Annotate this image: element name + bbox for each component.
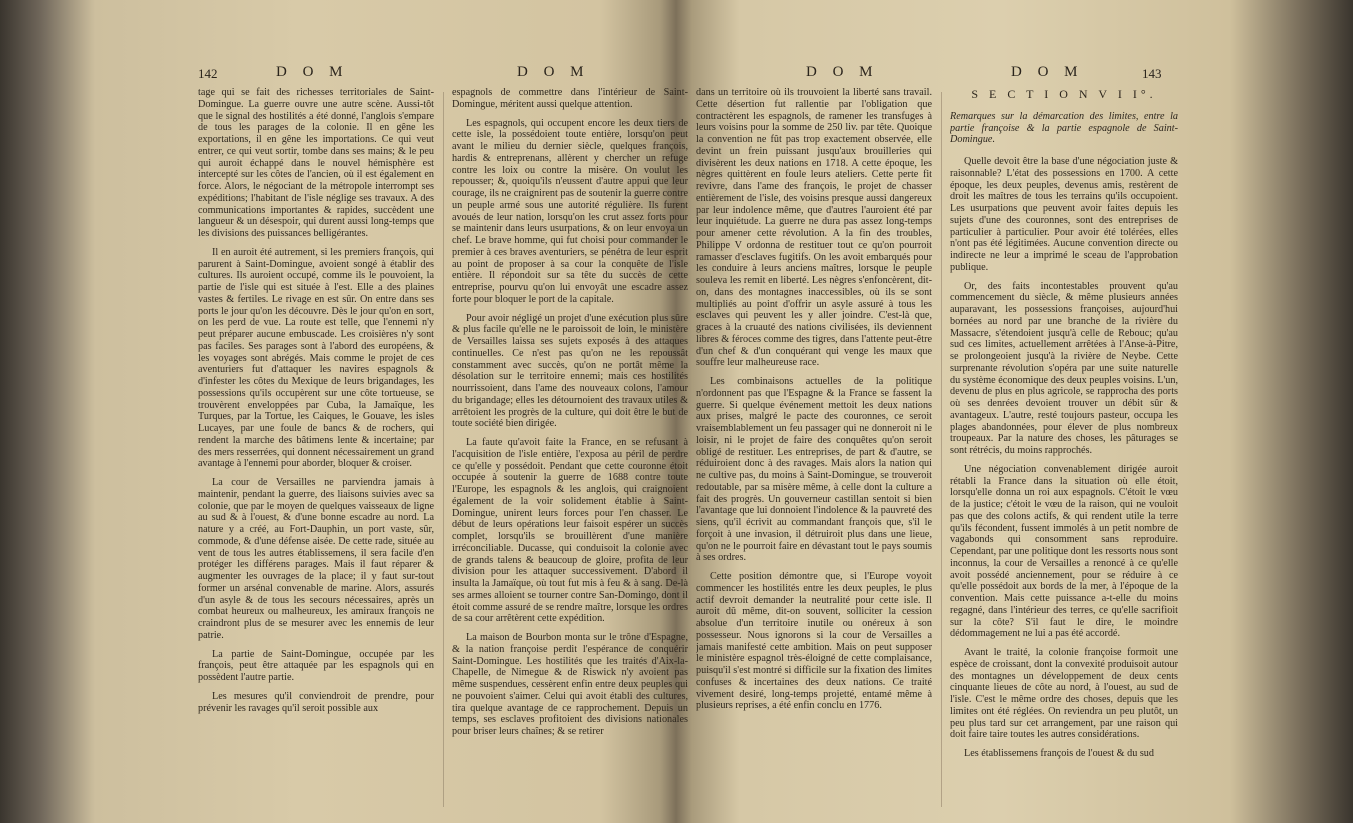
page-number-left: 142 — [198, 66, 218, 81]
paragraph: espagnols de commettre dans l'intérieur de Saint-Domingue, méritent aussi quelque attention. — [452, 87, 688, 110]
right-page — [676, 0, 1276, 823]
section-remark: Remarques sur la démarcation des limites, entre la partie françoise & la partie espagnole de Saint-Domingue. — [950, 110, 1178, 146]
column-divider — [443, 92, 444, 807]
section-heading: S E C T I O N V I I°. — [971, 87, 1157, 101]
running-head-right-2: D O M — [1011, 64, 1084, 80]
paragraph: Il en auroit été autrement, si les premiers françois, qui parurent à Saint-Domingue, avoient songé à établir des cultures. Ils auroient occupé, comme ils le pouvoient, la partie de l'isle qui est située à l'est. Elle a des plaines vastes & fertiles. Le rivage en est sûr. On entre dans ses ports le jour qu'on les découvre. Dès le jour qu'on en sort, on les perd de vue. La route est telle, que l'ennemi n'y peut préparer aucune embuscade. Les croisières n'y sont pas faciles. Ses parages sont à l'abord des européens, & les voyages sont abrégés. Mais comme le projet de ces aventuriers fut d'attaquer les navires espagnols & d'infester les côtes du Mexique de leurs brigandages, les possessions qu'ils occupèrent sur une côte tortueuse, se trouvèrent enveloppées par Cuba, la Jamaïque, les Turques, par la Tortue, les Caiques, le Gouave, les isles Lucayes, par une foule de bancs & de rochers, qui rendent la marche des bâtimens lente & incertaine; par des mers resserrées, qui donnent nécessairement un grand avantage à l'ennemi pour aborder, bloquer & croiser. — [198, 246, 434, 470]
right-page-column-2 — [950, 87, 1178, 809]
paragraph: Une négociation convenablement dirigée auroit rétabli la France dans la situation où elle étoit, lorsqu'elle donna un roi aux espagnols. C'étoit le vœu de la justice; c'étoit le vœu de la raison, qui ne vouloit pas que des colons actifs, & qui rendent utile la terre qu'ils fécondent, fussent immolés à un petit nombre de vagabonds qui consomment sans reproduire. Cependant, par une politique dont les ressorts nous sont inconnus, la cour de Versailles a renoncé à ce qu'elle avoit possédé anciennement, pour se réduire à ce qu'elle possédoit aux bords de la mer, à l'époque de la convention. Mais cette puissance a-t-elle du moins regagné, dans l'intérieur des terres, ce qu'elle sacrifioit sur la côte? S'il faut le dire, le moindre dédommagement ne lui a pas été accordé. — [950, 463, 1178, 640]
left-page-column-1 — [198, 87, 434, 809]
left-page-column-2 — [452, 87, 688, 809]
paragraph: Avant le traité, la colonie françoise formoit une espèce de croissant, dont la convexité produisoit autour des montagnes un développement de deux cents cinquante lieues de côte au nord, à l'ouest, au sud de l'isle. C'est le même ordre des choses, depuis que les limites ont été réglées. On reviendra un peu plutôt, un peu plus tard sur cet arrangement, par une raison qui doit faire taire toutes les autres considérations. — [950, 647, 1178, 741]
running-head-left-2: D O M — [517, 64, 590, 80]
running-head-right-1: D O M — [806, 64, 879, 80]
paragraph: Les établissemens françois de l'ouest & du sud — [964, 748, 1154, 759]
paragraph: dans un territoire où ils trouvoient la liberté sans travail. Cette désertion fut rallentie par l'obligation que contractèrent les espagnols, de ramener les transfuges à leurs voisins pour la somme de 250 liv. par tête. Quoique la convention ne fût pas trop exactement observée, elle devint un frein puissant jusqu'aux brouilleries qui divisèrent les deux nations en 1718. A cette époque, les nègres quittèrent en foule leurs ateliers. Cette perte fit revivre, dans l'ame des françois, le projet de chasser entièrement de l'isle, des voisins presque aussi dangereux par leur indolence même, que d'autres l'auroient été par leur inquiétude. La guerre ne dura pas assez long-temps pour amener cette révolution. A la fin des troubles, Philippe V ordonna de restituer tout ce qu'on pourroit ramasser d'esclaves fugitifs. On les avoit embarqués pour les conduire à leurs anciens maîtres, lorsque le peuple souleva les remit en liberté. Les nègres s'enfoncèrent, dit-on, dans des montagnes inaccessibles, où ils se sont multipliés au point d'offrir un asyle assuré à tous les esclaves qui peuvent les y aller joindre. C'est-là que, graces à la cruauté des nations civilisées, ils deviennent libres & féroces comme des tigres, dans l'attente peut-être d'un chef & d'un conquérant qui venge les maux que souffre leur malheureuse race. — [696, 87, 932, 369]
page-number-right: 143 — [1142, 66, 1162, 81]
column-divider — [941, 92, 942, 807]
paragraph: La cour de Versailles ne parviendra jamais à maintenir, pendant la guerre, des liaisons suivies avec sa colonie, que par le moyen de quelques vaisseaux de ligne au sud & à l'ouest, & d'une bonne escadre au nord. La nature y a créé, au Fort-Dauphin, un port vaste, sûr, commode, & d'une défense aisée. De cette rade, située au vent de tous les autres établissemens, il sera facile d'en protéger les différens parages. Mais il faut réparer & augmenter les ouvrages de la place; il y faut sur-tout former un arsénal convenable de marine. Alors, assurés d'un asyle & de tous les secours nécessaires, après un combat heureux ou malheureux, les amiraux françois ne craindront plus de se mesurer avec les ennemis de leur patrie. — [198, 477, 434, 641]
paragraph: Les combinaisons actuelles de la politique n'ordonnent pas que l'Espagne & la France se fassent la guerre. Si quelque événement mettoit les deux nations aux prises, malgré le pacte des couronnes, ce seroit vraisemblablement un feu passager qui ne donneroit ni le loisir, ni le projet de faire des conquêtes qu'on seroit obligé de restituer. Les entreprises, de part & d'autre, se réduiroient donc à des ravages. Mais alors la nation qui ne cultive pas, du moins à Saint-Domingue, se trouveroit redoutable, par sa misère même, à celle dont la culture a fait des progrès. Un gouverneur castillan sentoit si bien l'avantage que lui donnoient l'indolence & la pauvreté des siens, qu'il écrivit au commandant françois que, s'il le forçoit à une invasion, il détruiroit plus dans une lieue, qu'on ne le pourroit faire en dévastant tout le pays soumis à ses ordres. — [696, 376, 932, 564]
paragraph: Pour avoir négligé un projet d'une exécution plus sûre & plus facile qu'elle ne le paroissoit de loin, le ministère de Versailles laissa ses sujets exposés à des attaques continuelles. Ce n'est pas qu'on ne les repoussât constamment avec succès, qu'on ne portât même la désolation sur le territoire ennemi; mais ces hostilités nourrissoient, dans l'ame des nouveaux colons, l'amour du brigandage; elles les détournoient des travaux utiles & arrêtoient les progrès de la culture, qui doit être le but de toute société bien dirigée. — [452, 312, 688, 430]
right-page-column-1 — [696, 87, 932, 809]
paragraph: La maison de Bourbon monta sur le trône d'Espagne, & la nation françoise perdit l'espérance de conquérir Saint-Domingue. Les hostilités que les traités d'Aix-la-Chapelle, de Nimegue & de Riswick n'y avoient pas même suspendues, cessèrent enfin entre deux peuples qui ne pouvoient s'aimer. Celui qui avoit établi des cultures, tira quelque avantage de ce rapprochement. Depuis un temps, ses esclaves profitoient des divisions nationales pour briser leurs chaînes; & se retirer — [452, 632, 688, 737]
paragraph: Les espagnols, qui occupent encore les deux tiers de cette isle, la possédoient toute entière, lorsqu'on peut avant le milieu du dernier siècle, quelques françois, hardis & entreprenans, allèrent y chercher un refuge contre les loix ou contre la misère. On voulut les repousser; &, quoiqu'ils n'eussent d'autre appui que leur courage, ils ne craignirent pas de soutenir la guerre contre un peuple armé sous une autorité régulière. Ils furent avoués de leur nation, lorsqu'on les crut assez forts pour se maintenir dans leurs usurpations, & on leur envoya un chef. Le brave homme, qui fut choisi pour commander le premier à ces braves aventuriers, se pénétra de leur esprit au point de proposer à sa cour la conquête de l'isle entière. Il répondoit sur sa tête du succès de cette entreprise, pourvu qu'on lui envoyât une escadre assez forte pour bloquer le port de la capitale. — [452, 117, 688, 305]
left-page — [80, 0, 688, 823]
paragraph: Les mesures qu'il conviendroit de prendre, pour prévenir les ravages qu'il seroit possible aux — [198, 690, 434, 714]
paragraph: tage qui se fait des richesses territoriales de Saint-Domingue. La guerre ouvre une autre scène. Aussi-tôt que le signal des hostilités a été donné, l'anglois s'empare de tous les parages de la colonie. Il en gêne les exportations, il en gêne les importations. Ce qui veut entrer, ce qui veut sortir, tombe dans ses mains; & le peu qui auroit échappé dans le nouvel hémisphère est intercepté sur les côtes de l'ancien, où il est également en force. Alors, le négociant de la métropole interrompt ses expéditions; l'habitant de l'isle néglige ses travaux. A des communications importantes & rapides, succèdent une langueur & un désespoir, qui durent aussi long-temps que les divisions des puissances belligérantes. — [198, 87, 434, 239]
paragraph: Or, des faits incontestables prouvent qu'au commencement du siècle, & même plusieurs années auparavant, les possessions françoises, aujourd'hui bornées au nord par une branche de la rivière du Massacre, s'étendoient jusqu'à celle de Rebouc; qu'au sud ces limites, actuellement arrêtées à l'Anse-à-Pitre, se prolongeoient jusqu'à la rivière de Neybe. Cette surprenante révolution s'opéra par une suite naturelle du système économique des deux peuples voisins. L'un, devenu de plus en plus agricole, se rapprocha des ports où ses denrées devoient trouver un débit sûr & avantageux. L'autre, resté toujours pasteur, occupa les plages abandonnées, pour élever de plus nombreux troupeaux. Par la nature des choses, les pâturages se sont rétrécis, du moins rapprochés. — [950, 280, 1178, 456]
paragraph: Cette position démontre que, si l'Europe voyoit commencer les hostilités entre les deux peuples, le plus actif devroit demander la neutralité pour cette isle. Il auroit dû même, dit-on souvent, solliciter la cession absolue d'un territoire inutile ou onéreux à son possesseur. Nous ignorons si la cour de Versailles a jamais manifesté cette ambition. Mais on peut supposer le ministère espagnol très-éloigné de cette complaisance, puisqu'il s'est montré si difficile sur la fixation des limites confuses & incertaines des deux nations. Ce traité vivement desiré, long-temps projetté, entamé même à plusieurs reprises, a été enfin conclu en 1776. — [696, 571, 932, 712]
paragraph: Quelle devoit être la base d'une négociation juste & raisonnable? L'état des possessions en 1700. A cette époque, les deux peuples, devenus amis, restèrent de droit les maîtres de tous les terrains qu'ils occupoient. Les usurpations que peuvent avoir faites depuis les sujets d'une des couronnes, sont des entreprises de particulier à particulier. Pour avoir été tolérées, elles n'ont pas été légitimées. Aucune convention directe ou indirecte ne leur a imprimé le sceau de l'approbation publique. — [950, 156, 1178, 273]
paragraph: La partie de Saint-Domingue, occupée par les françois, peut être attaquée par les espagnols qui en possèdent l'autre partie. — [198, 648, 434, 683]
paragraph: La faute qu'avoit faite la France, en se refusant à l'acquisition de l'isle entière, l'exposa au péril de perdre ce qu'elle y possédoit. Pendant que cette couronne étoit occupée à soutenir la guerre de 1688 contre toute l'Europe, les espagnols & les anglois, qui craignoient également de la voir solidement établie à Saint-Domingue, unirent leurs forces pour l'en chasser. Le début de leurs opérations leur faisoit espérer un succès complet, lorsqu'ils se brouillèrent d'une manière irréconciliable. Ducasse, qui conduisoit la colonie avec de grands talens & beaucoup de gloire, profita de leur division pour les attaquer successivement. D'abord il insulta la Jamaïque, où tout fut mis à feu & à sang. De-là ses armes alloient se tourner contre San-Domingo, dont il étoit comme assuré de se rendre maître, lorsque les ordres de sa cour arrêtèrent cette expédition. — [452, 437, 688, 625]
running-head-left-1: D O M — [276, 64, 349, 80]
